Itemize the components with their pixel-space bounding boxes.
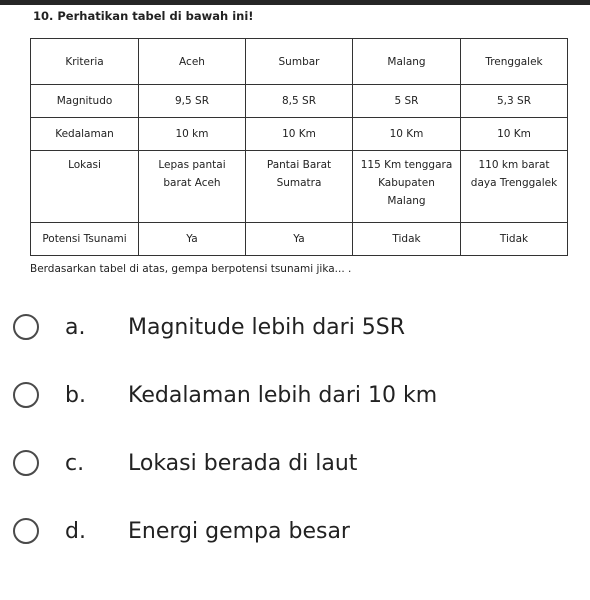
row-label: Kedalaman [31, 118, 139, 151]
table-row [31, 151, 568, 223]
option-letter: c. [65, 450, 85, 476]
table-row [31, 85, 568, 118]
table-cell: Lepas pantai barat Aceh [139, 151, 246, 223]
table-cell: Tidak [353, 223, 461, 256]
table-row [31, 118, 568, 151]
table-cell: 115 Km tenggara Kabupaten Malang [353, 151, 461, 223]
question-title: 10. Perhatikan tabel di bawah ini! [33, 9, 254, 23]
radio-circle-icon[interactable] [13, 382, 39, 408]
table-cell: 10 Km [353, 118, 461, 151]
table-cell: 10 km [139, 118, 246, 151]
option-letter: b. [65, 382, 86, 408]
radio-circle-icon[interactable] [13, 450, 39, 476]
table-cell: 5 SR [353, 85, 461, 118]
option-a[interactable] [10, 307, 570, 347]
row-label: Lokasi [31, 151, 139, 223]
earthquake-table [30, 38, 568, 256]
table-cell: Pantai Barat Sumatra [246, 151, 353, 223]
table-cell: 8,5 SR [246, 85, 353, 118]
header-aceh: Aceh [139, 39, 246, 85]
table-cell: 10 Km [461, 118, 568, 151]
table-cell: 10 Km [246, 118, 353, 151]
option-letter: d. [65, 518, 86, 544]
radio-circle-icon[interactable] [13, 518, 39, 544]
table-cell: 5,3 SR [461, 85, 568, 118]
table-cell: 110 km barat daya Trenggalek [461, 151, 568, 223]
option-letter: a. [65, 314, 86, 340]
header-trenggalek: Trenggalek [461, 39, 568, 85]
option-c[interactable] [10, 443, 570, 483]
option-text: Magnitude lebih dari 5SR [128, 314, 406, 340]
option-d[interactable] [10, 511, 570, 551]
radio-circle-icon[interactable] [13, 314, 39, 340]
header-malang: Malang [353, 39, 461, 85]
option-text: Energi gempa besar [128, 518, 350, 544]
table-cell: Tidak [461, 223, 568, 256]
question-prompt: Berdasarkan tabel di atas, gempa berpotensi tsunami jika... . [30, 263, 352, 275]
table-cell: 9,5 SR [139, 85, 246, 118]
table-row [31, 223, 568, 256]
table-header-row [31, 39, 568, 85]
header-sumbar: Sumbar [246, 39, 353, 85]
table-cell: Ya [139, 223, 246, 256]
option-b[interactable] [10, 375, 570, 415]
table-cell: Ya [246, 223, 353, 256]
row-label: Potensi Tsunami [31, 223, 139, 256]
header-kriteria: Kriteria [31, 39, 139, 85]
row-label: Magnitudo [31, 85, 139, 118]
option-text: Kedalaman lebih dari 10 km [128, 382, 438, 408]
top-bar [0, 0, 590, 5]
option-text: Lokasi berada di laut [128, 450, 358, 476]
